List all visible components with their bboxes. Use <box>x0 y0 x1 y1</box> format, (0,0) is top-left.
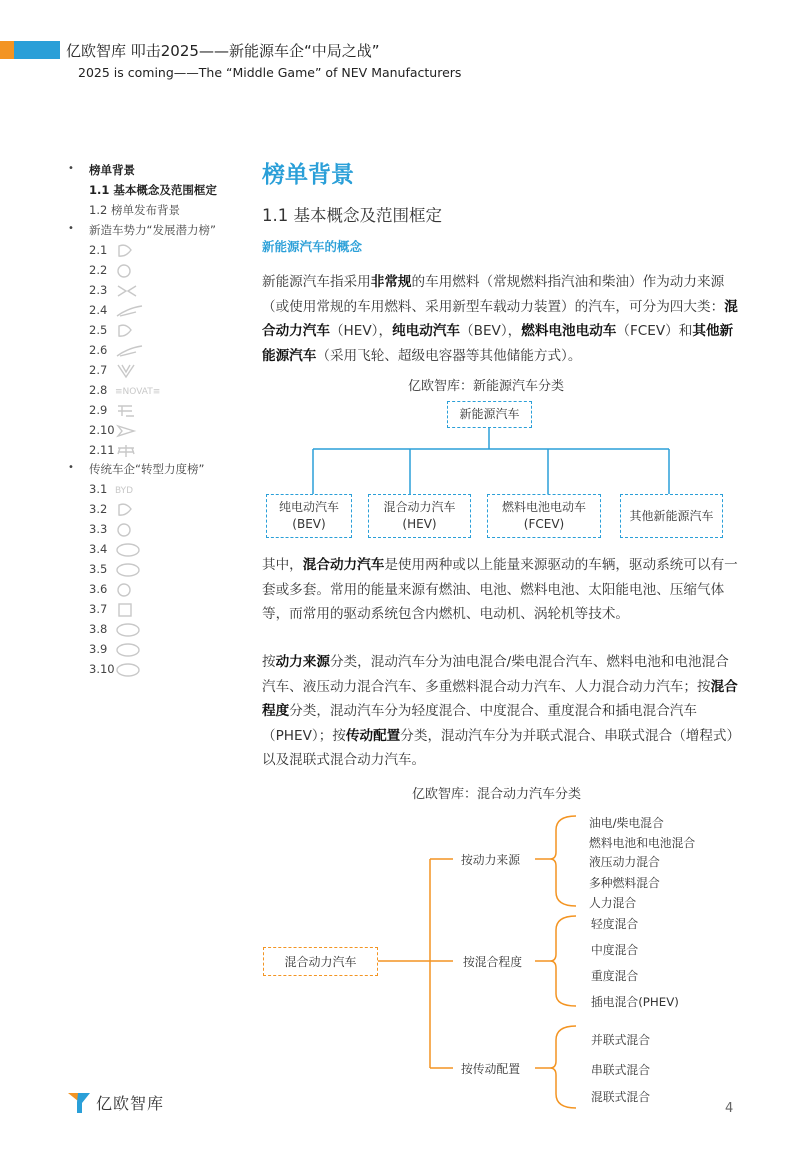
fig2-group-transmission: 按传动配置 <box>461 1062 520 1076</box>
page-number: 4 <box>725 1101 734 1116</box>
toc-item-3-8[interactable]: 3.8 <box>89 622 108 636</box>
fig2-group-power-source: 按动力来源 <box>461 853 520 867</box>
fig2-item: 油电/柴电混合 <box>589 816 664 830</box>
paragraph-hev-definition: 其中，混合动力汽车是使用两种或以上能量来源驱动的车辆，驱动系统可以有一套或多套。常用的能量来源有燃油、电池、燃料电池、太阳能电池、压缩气体等，而常用的驱动系统包含内燃机、电动机、涡轮机等技术。 <box>262 557 738 622</box>
footer-logo <box>66 1089 164 1115</box>
toc-item-3-5[interactable]: 3.5 <box>89 562 108 576</box>
fig2-item: 重度混合 <box>591 969 639 983</box>
toc-item-2-10[interactable]: 2.10 <box>89 423 115 437</box>
fig2-item: 多种燃料混合 <box>589 876 660 890</box>
toc-item-2-1[interactable]: 2.1 <box>89 243 108 257</box>
toc-item-2-9[interactable]: 2.9 <box>89 403 108 417</box>
fig1-root-box: 新能源汽车 <box>447 401 532 428</box>
toc-section-1[interactable]: 榜单背景 <box>89 163 135 177</box>
fig1-fcev-box: 燃料电池电动车 (FCEV) <box>487 494 601 538</box>
fig2-item: 轻度混合 <box>591 917 639 931</box>
fig1-hev-box: 混合动力汽车 (HEV) <box>368 494 471 538</box>
header-title: 亿欧智库 叩击2025——新能源车企“中局之战” <box>66 42 380 60</box>
toc-section-2[interactable]: 新造车势力“发展潜力榜” <box>89 223 216 237</box>
fig2-item: 燃料电池和电池混合 <box>589 836 696 850</box>
toc-item-3-2[interactable]: 3.2 <box>89 502 108 516</box>
toc-item-3-6[interactable]: 3.6 <box>89 582 108 596</box>
fig2-item: 插电混合(PHEV) <box>591 995 679 1009</box>
svg-text:BYD: BYD <box>115 486 134 496</box>
fig2-item: 串联式混合 <box>591 1063 650 1077</box>
toc-item-2-7[interactable]: 2.7 <box>89 363 108 377</box>
fig1-bev-box: 纯电动汽车 (BEV) <box>266 494 352 538</box>
fig2-item: 并联式混合 <box>591 1033 650 1047</box>
logo-icon <box>66 1089 92 1115</box>
fig2-root-box: 混合动力汽车 <box>263 947 378 976</box>
toc-item-3-10[interactable]: 3.10 <box>89 662 115 676</box>
toc-item-2-3[interactable]: 2.3 <box>89 283 108 297</box>
paragraph-hev-classification: 按动力来源分类，混动汽车分为油电混合/柴电混合汽车、燃料电池和电池混合汽车、液压动力混合汽车、多重燃料混合动力汽车、人力混合动力汽车；按混合程度分类，混动汽车分为轻度混合、中度混合、重度混合和插电混合汽车（PHEV）；按传动配置分类，混动汽车分为并联式混合、串联式混合（增程式）以及混联式混合动力汽车。 <box>262 654 738 768</box>
toc-item-3-3[interactable]: 3.3 <box>89 522 108 536</box>
toc-item-2-11[interactable]: 2.11 <box>89 443 115 457</box>
logo-text: 亿欧智库 <box>96 1093 165 1113</box>
fig2-item: 液压动力混合 <box>589 855 660 869</box>
toc-section-1-1[interactable]: 1.1 基本概念及范围框定 <box>89 183 217 197</box>
toc-item-2-5[interactable]: 2.5 <box>89 323 108 337</box>
figure-2-title: 亿欧智库：混合动力汽车分类 <box>412 787 582 802</box>
svg-text:≡NOVAT≡: ≡NOVAT≡ <box>115 387 161 397</box>
figure-1-title: 亿欧智库：新能源汽车分类 <box>408 379 565 394</box>
toc-item-2-4[interactable]: 2.4 <box>89 303 108 317</box>
toc-item-2-6[interactable]: 2.6 <box>89 343 108 357</box>
toc-item-2-2[interactable]: 2.2 <box>89 263 108 277</box>
page-heading: 榜单背景 <box>262 162 354 188</box>
fig2-group-hybrid-degree: 按混合程度 <box>463 955 522 969</box>
toc-bullet: • <box>68 163 74 174</box>
section-heading: 1.1 基本概念及范围框定 <box>262 206 442 225</box>
paragraph-nev-definition: 新能源汽车指采用非常规的车用燃料（常规燃料指汽油和柴油）作为动力来源（或使用常规的车用燃料、采用新型车载动力装置）的汽车，可分为四大类：混合动力汽车（HEV），纯电动汽车（BEV），燃料电池电动车（FCEV）和其他新能源汽车（采用飞轮、超级电容器等其他储能方式）。 <box>262 274 738 364</box>
concept-title: 新能源汽车的概念 <box>262 239 363 254</box>
toc-item-3-4[interactable]: 3.4 <box>89 542 108 556</box>
toc-section-3[interactable]: 传统车企“转型力度榜” <box>89 462 205 476</box>
toc-item-2-8[interactable]: 2.8 <box>89 383 108 397</box>
toc-item-3-7[interactable]: 3.7 <box>89 602 108 616</box>
fig2-item: 混联式混合 <box>591 1090 650 1104</box>
toc-section-1-2[interactable]: 1.2 榜单发布背景 <box>89 203 180 217</box>
fig1-other-box: 其他新能源汽车 <box>620 494 723 538</box>
toc-item-3-1[interactable]: 3.1 <box>89 482 108 496</box>
toc-bullet: • <box>68 462 74 473</box>
fig2-item: 中度混合 <box>591 943 639 957</box>
toc-item-3-9[interactable]: 3.9 <box>89 642 108 656</box>
header-subtitle: 2025 is coming——The “Middle Game” of NEV Manufacturers <box>78 65 462 80</box>
fig2-item: 人力混合 <box>589 896 637 910</box>
toc-bullet: • <box>68 223 74 234</box>
